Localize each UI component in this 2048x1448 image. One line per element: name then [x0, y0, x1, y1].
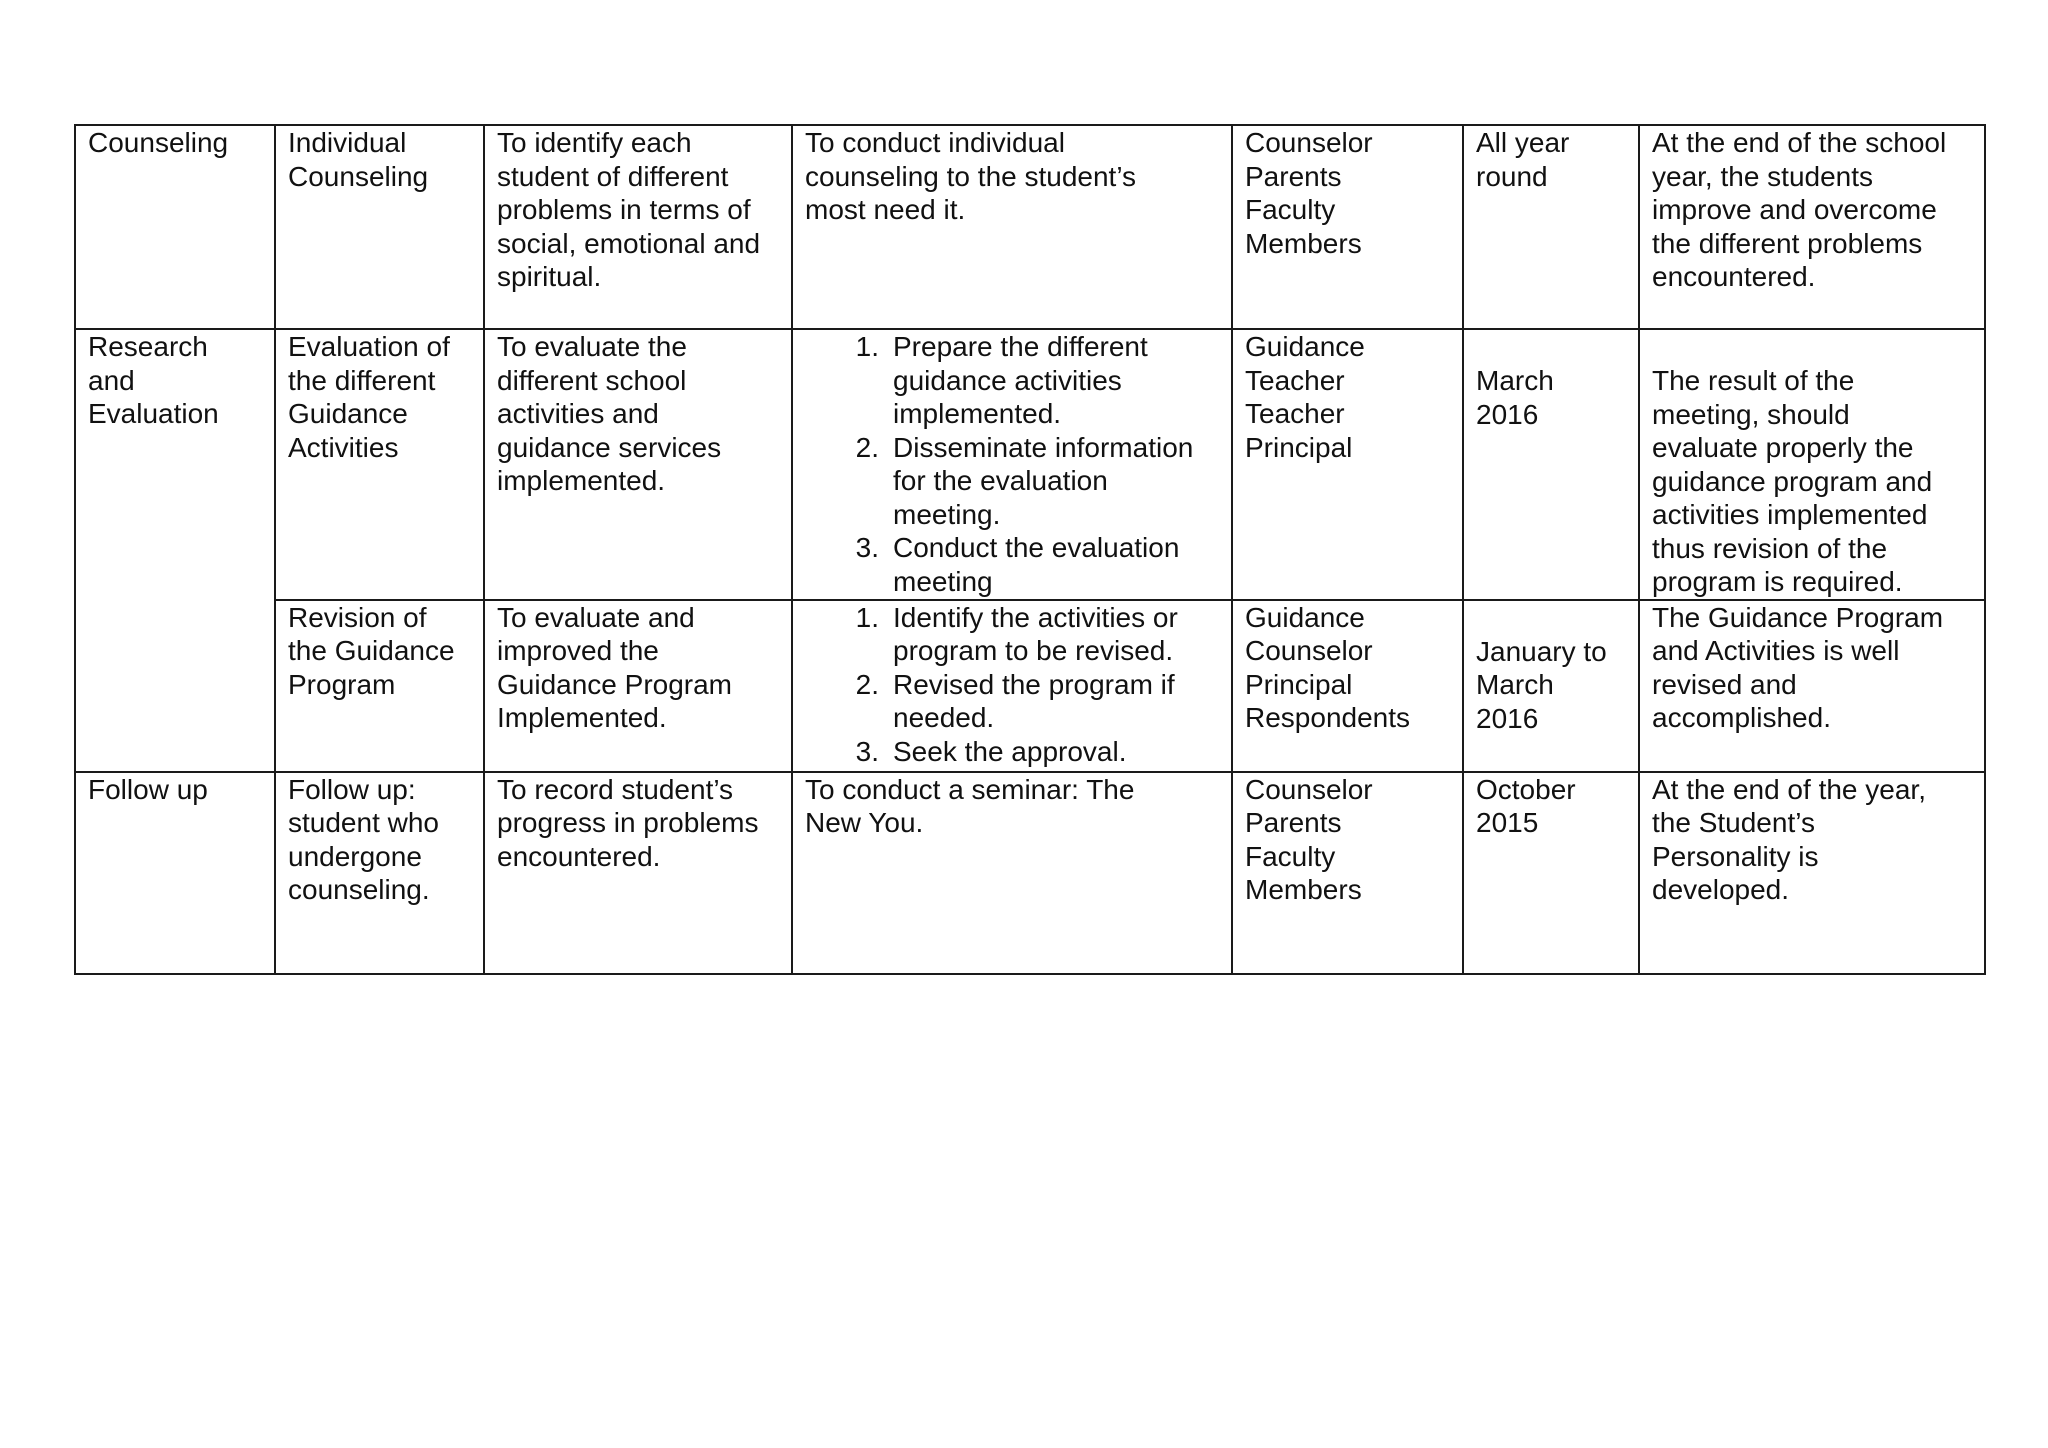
outcome-text: At the end of the school year, the students improve and overcome the different problems encountered.: [1652, 127, 1947, 292]
time-text: March 2016: [1476, 365, 1554, 430]
table-row: [75, 125, 1985, 329]
time-text: January to March 2016: [1476, 635, 1607, 734]
strategy-steps-list: [805, 330, 1219, 598]
strategy-text: To conduct individual counseling to the student’s most need it.: [805, 127, 1137, 225]
persons-cell: [1232, 600, 1463, 772]
outcome-text: The Guidance Program and Activities is well revised and accomplished.: [1652, 601, 1944, 733]
activity-cell: [275, 329, 484, 600]
list-item: Identify the activities or program to be revised.: [893, 601, 1178, 666]
strategy-cell: [792, 125, 1232, 329]
persons-cell: [1232, 329, 1463, 600]
time-cell: [1463, 329, 1639, 600]
time-text: October 2015: [1476, 773, 1576, 838]
strategy-text: To conduct a seminar: The New You.: [805, 773, 1135, 838]
activity-cell: [275, 125, 484, 329]
persons-text: Guidance Counselor Principal Respondents: [1245, 601, 1411, 733]
strategy-steps-list: [805, 601, 1219, 769]
outcome-cell: [1639, 772, 1985, 974]
activity-text: Individual Counseling: [288, 127, 429, 192]
list-item: Conduct the evaluation meeting: [893, 532, 1180, 597]
time-cell: [1463, 600, 1639, 772]
outcome-cell: [1639, 329, 1985, 600]
objective-text: To record student’s progress in problems encountered.: [497, 773, 759, 872]
area-cell: [75, 125, 275, 329]
persons-cell: [1232, 772, 1463, 974]
objective-cell: [484, 600, 792, 772]
list-item: Prepare the different guidance activities implemented.: [893, 331, 1148, 429]
activity-text: Follow up: student who undergone counseling.: [288, 773, 439, 905]
area-cell: [75, 329, 275, 772]
activity-cell: [275, 772, 484, 974]
activity-cell: [275, 600, 484, 772]
persons-text: Guidance Teacher Teacher Principal: [1245, 331, 1365, 463]
area-cell: [75, 772, 275, 974]
time-text: All year round: [1476, 127, 1570, 192]
time-cell: [1463, 772, 1639, 974]
strategy-cell: [792, 329, 1232, 600]
activity-text: Evaluation of the different Guidance Activities: [288, 331, 450, 463]
outcome-cell: [1639, 600, 1985, 772]
objective-cell: [484, 125, 792, 329]
persons-cell: [1232, 125, 1463, 329]
activity-text: Revision of the Guidance Program: [288, 601, 455, 700]
persons-text: Counselor Parents Faculty Members: [1245, 127, 1373, 259]
area-text: Counseling: [88, 127, 229, 158]
table-row: [75, 772, 1985, 974]
outcome-cell: [1639, 125, 1985, 329]
list-item: Revised the program if needed.: [893, 668, 1175, 733]
strategy-cell: [792, 600, 1232, 772]
objective-cell: [484, 772, 792, 974]
list-item: Seek the approval.: [893, 735, 1127, 767]
objective-text: To evaluate the different school activities and guidance services implemented.: [497, 331, 722, 496]
table-row: [75, 600, 1985, 772]
time-cell: [1463, 125, 1639, 329]
area-text: Research and Evaluation: [88, 331, 219, 429]
table-row: [75, 329, 1985, 600]
objective-text: To identify each student of different problems in terms of social, emotional and spiritual.: [497, 127, 761, 292]
outcome-text: At the end of the year, the Student’s Personality is developed.: [1652, 773, 1926, 905]
list-item: Disseminate information for the evaluation meeting.: [893, 431, 1194, 530]
persons-text: Counselor Parents Faculty Members: [1245, 773, 1373, 905]
objective-cell: [484, 329, 792, 600]
strategy-cell: [792, 772, 1232, 974]
objective-text: To evaluate and improved the Guidance Program Implemented.: [497, 601, 733, 733]
guidance-program-table: [74, 124, 1986, 975]
outcome-text: The result of the meeting, should evaluate properly the guidance program and activities implemented thus revision of the program is required.: [1652, 365, 1933, 597]
area-text: Follow up: [88, 773, 208, 805]
